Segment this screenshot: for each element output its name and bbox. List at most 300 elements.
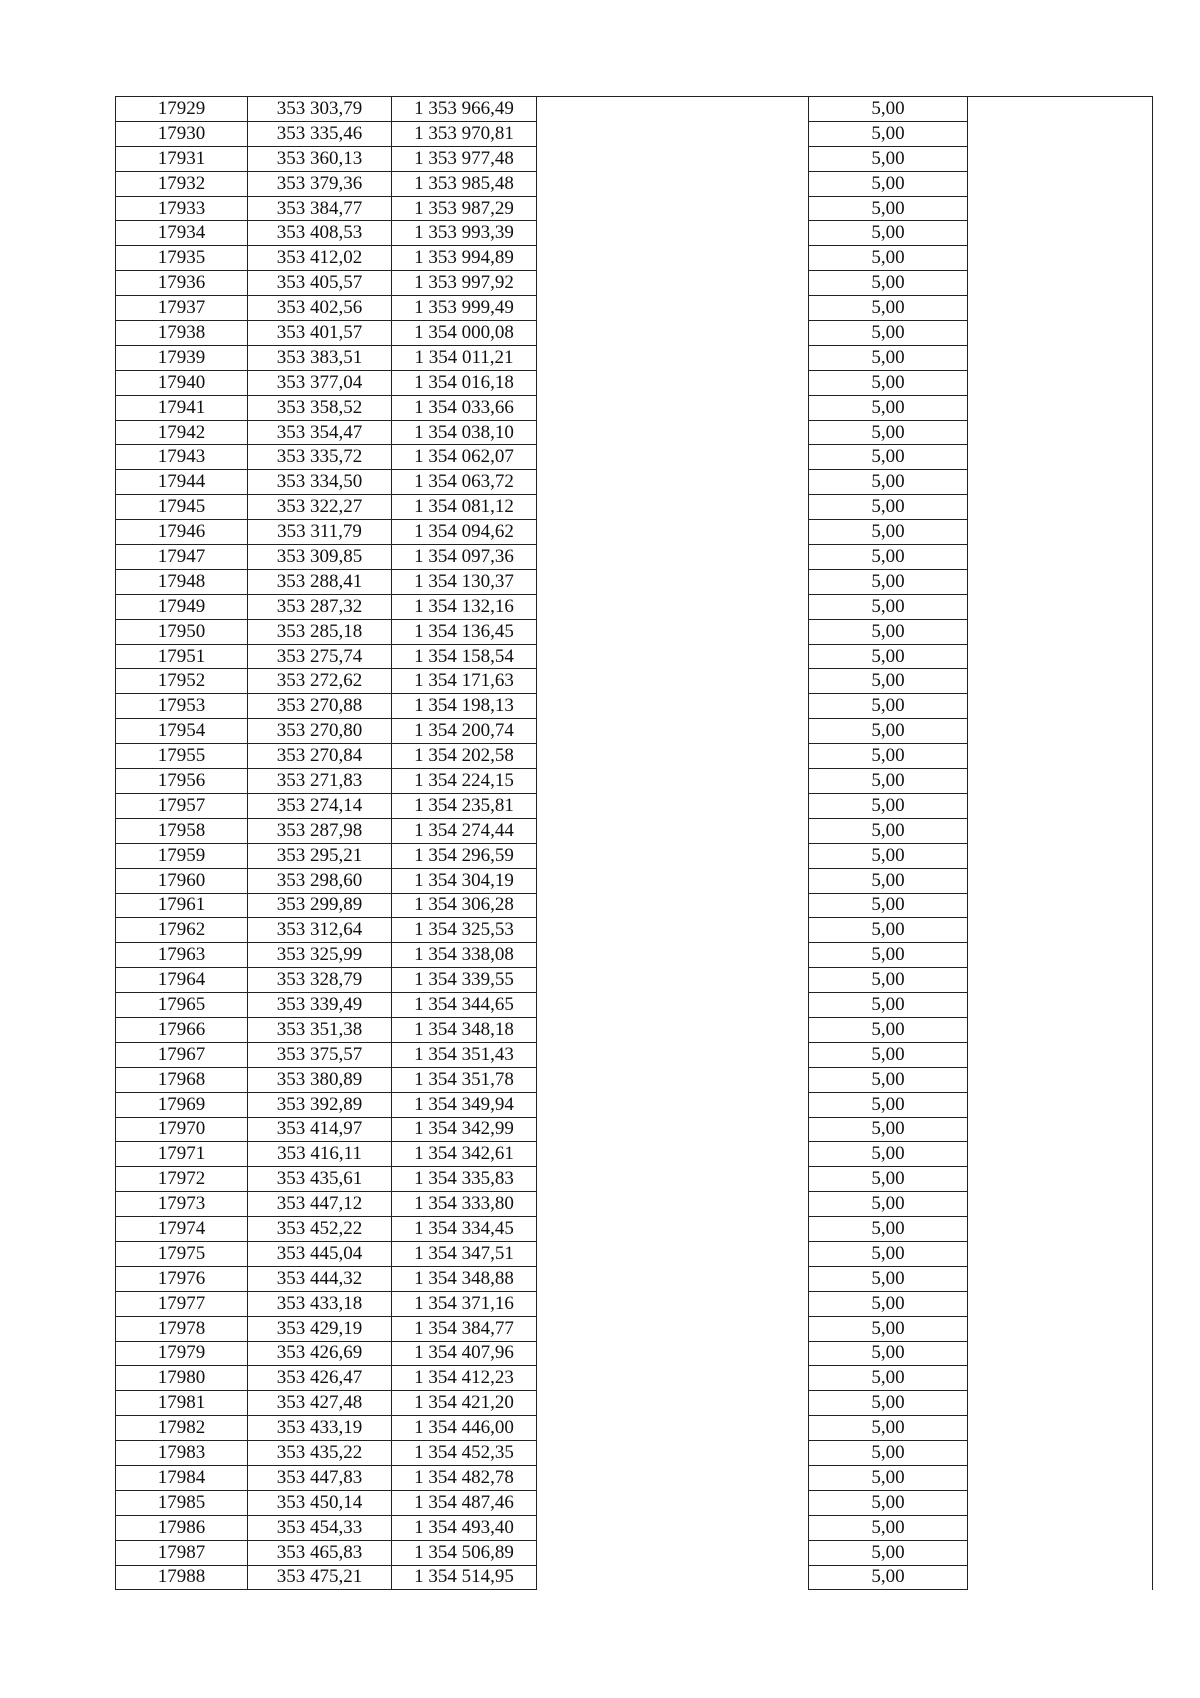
value-cell: 5,00: [809, 296, 968, 321]
value-cell: 5,00: [809, 569, 968, 594]
table-row: [116, 171, 1153, 196]
x-coordinate-cell: 353 426,47: [248, 1366, 392, 1391]
empty-cell: [537, 918, 809, 943]
x-coordinate-cell: 353 392,89: [248, 1092, 392, 1117]
y-coordinate-cell: 1 354 333,80: [392, 1192, 537, 1217]
empty-cell: [968, 1416, 1153, 1441]
empty-cell: [968, 594, 1153, 619]
table-row: [116, 843, 1153, 868]
empty-cell: [537, 1316, 809, 1341]
empty-cell: [537, 1515, 809, 1540]
value-cell: 5,00: [809, 594, 968, 619]
empty-cell: [968, 1565, 1153, 1590]
empty-cell: [968, 619, 1153, 644]
value-cell: 5,00: [809, 345, 968, 370]
point-number-cell: 17974: [116, 1217, 248, 1242]
empty-cell: [537, 669, 809, 694]
y-coordinate-cell: 1 354 224,15: [392, 769, 537, 794]
empty-cell: [968, 121, 1153, 146]
empty-cell: [537, 644, 809, 669]
x-coordinate-cell: 353 433,18: [248, 1291, 392, 1316]
point-number-cell: 17983: [116, 1441, 248, 1466]
table-row: [116, 1316, 1153, 1341]
empty-cell: [968, 744, 1153, 769]
table-row: [116, 1217, 1153, 1242]
x-coordinate-cell: 353 360,13: [248, 146, 392, 171]
value-cell: 5,00: [809, 1565, 968, 1590]
y-coordinate-cell: 1 354 325,53: [392, 918, 537, 943]
x-coordinate-cell: 353 274,14: [248, 793, 392, 818]
y-coordinate-cell: 1 354 171,63: [392, 669, 537, 694]
y-coordinate-cell: 1 354 000,08: [392, 321, 537, 346]
empty-cell: [968, 1391, 1153, 1416]
table-row: [116, 719, 1153, 744]
value-cell: 5,00: [809, 221, 968, 246]
empty-cell: [968, 1192, 1153, 1217]
empty-cell: [968, 694, 1153, 719]
x-coordinate-cell: 353 444,32: [248, 1266, 392, 1291]
value-cell: 5,00: [809, 470, 968, 495]
y-coordinate-cell: 1 354 351,78: [392, 1067, 537, 1092]
empty-cell: [968, 395, 1153, 420]
y-coordinate-cell: 1 354 063,72: [392, 470, 537, 495]
empty-cell: [968, 843, 1153, 868]
point-number-cell: 17943: [116, 445, 248, 470]
table-row: [116, 520, 1153, 545]
point-number-cell: 17946: [116, 520, 248, 545]
point-number-cell: 17979: [116, 1341, 248, 1366]
table-row: [116, 1540, 1153, 1565]
empty-cell: [537, 818, 809, 843]
empty-cell: [537, 719, 809, 744]
table-row: [116, 296, 1153, 321]
empty-cell: [968, 918, 1153, 943]
table-row: [116, 1416, 1153, 1441]
empty-cell: [537, 395, 809, 420]
point-number-cell: 17938: [116, 321, 248, 346]
x-coordinate-cell: 353 405,57: [248, 271, 392, 296]
table-row: [116, 121, 1153, 146]
point-number-cell: 17939: [116, 345, 248, 370]
value-cell: 5,00: [809, 818, 968, 843]
point-number-cell: 17964: [116, 968, 248, 993]
value-cell: 5,00: [809, 146, 968, 171]
value-cell: 5,00: [809, 843, 968, 868]
empty-cell: [537, 769, 809, 794]
table-row: [116, 97, 1153, 122]
empty-cell: [968, 793, 1153, 818]
empty-cell: [968, 420, 1153, 445]
empty-cell: [537, 868, 809, 893]
y-coordinate-cell: 1 354 452,35: [392, 1441, 537, 1466]
empty-cell: [537, 1341, 809, 1366]
table-row: [116, 918, 1153, 943]
empty-cell: [537, 1565, 809, 1590]
empty-cell: [968, 1217, 1153, 1242]
empty-cell: [537, 520, 809, 545]
point-number-cell: 17968: [116, 1067, 248, 1092]
y-coordinate-cell: 1 354 296,59: [392, 843, 537, 868]
empty-cell: [537, 744, 809, 769]
empty-cell: [537, 420, 809, 445]
point-number-cell: 17937: [116, 296, 248, 321]
y-coordinate-cell: 1 353 993,39: [392, 221, 537, 246]
y-coordinate-cell: 1 354 446,00: [392, 1416, 537, 1441]
point-number-cell: 17962: [116, 918, 248, 943]
y-coordinate-cell: 1 354 136,45: [392, 619, 537, 644]
y-coordinate-cell: 1 354 081,12: [392, 495, 537, 520]
value-cell: 5,00: [809, 271, 968, 296]
value-cell: 5,00: [809, 694, 968, 719]
table-row: [116, 694, 1153, 719]
empty-cell: [537, 893, 809, 918]
x-coordinate-cell: 353 309,85: [248, 545, 392, 570]
table-row: [116, 1092, 1153, 1117]
value-cell: 5,00: [809, 1540, 968, 1565]
value-cell: 5,00: [809, 1067, 968, 1092]
value-cell: 5,00: [809, 993, 968, 1018]
y-coordinate-cell: 1 354 016,18: [392, 370, 537, 395]
x-coordinate-cell: 353 447,83: [248, 1465, 392, 1490]
value-cell: 5,00: [809, 793, 968, 818]
y-coordinate-cell: 1 354 158,54: [392, 644, 537, 669]
empty-cell: [968, 1117, 1153, 1142]
x-coordinate-cell: 353 465,83: [248, 1540, 392, 1565]
point-number-cell: 17978: [116, 1316, 248, 1341]
empty-cell: [537, 1391, 809, 1416]
x-coordinate-cell: 353 270,80: [248, 719, 392, 744]
y-coordinate-cell: 1 354 132,16: [392, 594, 537, 619]
x-coordinate-cell: 353 427,48: [248, 1391, 392, 1416]
empty-cell: [968, 221, 1153, 246]
empty-cell: [968, 1167, 1153, 1192]
y-coordinate-cell: 1 354 235,81: [392, 793, 537, 818]
x-coordinate-cell: 353 328,79: [248, 968, 392, 993]
point-number-cell: 17988: [116, 1565, 248, 1590]
empty-cell: [968, 146, 1153, 171]
empty-cell: [968, 769, 1153, 794]
empty-cell: [537, 1192, 809, 1217]
table-row: [116, 370, 1153, 395]
value-cell: 5,00: [809, 943, 968, 968]
empty-cell: [968, 196, 1153, 221]
y-coordinate-cell: 1 354 384,77: [392, 1316, 537, 1341]
point-number-cell: 17982: [116, 1416, 248, 1441]
point-number-cell: 17942: [116, 420, 248, 445]
y-coordinate-cell: 1 354 482,78: [392, 1465, 537, 1490]
table-row: [116, 1366, 1153, 1391]
x-coordinate-cell: 353 270,84: [248, 744, 392, 769]
table-row: [116, 1067, 1153, 1092]
table-row: [116, 1341, 1153, 1366]
x-coordinate-cell: 353 379,36: [248, 171, 392, 196]
x-coordinate-cell: 353 426,69: [248, 1341, 392, 1366]
point-number-cell: 17963: [116, 943, 248, 968]
table-row: [116, 196, 1153, 221]
empty-cell: [968, 296, 1153, 321]
x-coordinate-cell: 353 452,22: [248, 1217, 392, 1242]
empty-cell: [537, 370, 809, 395]
empty-cell: [968, 993, 1153, 1018]
table-row: [116, 1391, 1153, 1416]
empty-cell: [537, 1092, 809, 1117]
value-cell: 5,00: [809, 1465, 968, 1490]
value-cell: 5,00: [809, 719, 968, 744]
table-row: [116, 1192, 1153, 1217]
value-cell: 5,00: [809, 1192, 968, 1217]
y-coordinate-cell: 1 354 338,08: [392, 943, 537, 968]
empty-cell: [968, 1241, 1153, 1266]
y-coordinate-cell: 1 354 506,89: [392, 1540, 537, 1565]
empty-cell: [537, 196, 809, 221]
empty-cell: [968, 345, 1153, 370]
x-coordinate-cell: 353 402,56: [248, 296, 392, 321]
x-coordinate-cell: 353 339,49: [248, 993, 392, 1018]
y-coordinate-cell: 1 354 335,83: [392, 1167, 537, 1192]
table-row: [116, 993, 1153, 1018]
value-cell: 5,00: [809, 545, 968, 570]
x-coordinate-cell: 353 358,52: [248, 395, 392, 420]
point-number-cell: 17981: [116, 1391, 248, 1416]
empty-cell: [968, 445, 1153, 470]
empty-cell: [968, 818, 1153, 843]
empty-cell: [968, 1540, 1153, 1565]
table-row: [116, 868, 1153, 893]
table-row: [116, 1042, 1153, 1067]
table-row: [116, 1465, 1153, 1490]
value-cell: 5,00: [809, 1217, 968, 1242]
empty-cell: [968, 470, 1153, 495]
y-coordinate-cell: 1 354 274,44: [392, 818, 537, 843]
x-coordinate-cell: 353 334,50: [248, 470, 392, 495]
y-coordinate-cell: 1 354 094,62: [392, 520, 537, 545]
table-row: [116, 644, 1153, 669]
table-row: [116, 246, 1153, 271]
empty-cell: [968, 171, 1153, 196]
value-cell: 5,00: [809, 1391, 968, 1416]
empty-cell: [537, 1241, 809, 1266]
empty-cell: [968, 868, 1153, 893]
point-number-cell: 17957: [116, 793, 248, 818]
point-number-cell: 17961: [116, 893, 248, 918]
empty-cell: [537, 1416, 809, 1441]
value-cell: 5,00: [809, 1167, 968, 1192]
x-coordinate-cell: 353 351,38: [248, 1017, 392, 1042]
x-coordinate-cell: 353 475,21: [248, 1565, 392, 1590]
empty-cell: [537, 121, 809, 146]
value-cell: 5,00: [809, 1515, 968, 1540]
y-coordinate-cell: 1 354 202,58: [392, 744, 537, 769]
empty-cell: [968, 1067, 1153, 1092]
point-number-cell: 17948: [116, 569, 248, 594]
empty-cell: [968, 1291, 1153, 1316]
point-number-cell: 17972: [116, 1167, 248, 1192]
y-coordinate-cell: 1 354 349,94: [392, 1092, 537, 1117]
point-number-cell: 17956: [116, 769, 248, 794]
value-cell: 5,00: [809, 420, 968, 445]
table-row: [116, 395, 1153, 420]
empty-cell: [537, 1142, 809, 1167]
point-number-cell: 17949: [116, 594, 248, 619]
table-row: [116, 594, 1153, 619]
y-coordinate-cell: 1 354 033,66: [392, 395, 537, 420]
table-row: [116, 1117, 1153, 1142]
value-cell: 5,00: [809, 1042, 968, 1067]
value-cell: 5,00: [809, 121, 968, 146]
value-cell: 5,00: [809, 918, 968, 943]
empty-cell: [968, 1515, 1153, 1540]
y-coordinate-cell: 1 353 966,49: [392, 97, 537, 122]
value-cell: 5,00: [809, 1142, 968, 1167]
point-number-cell: 17934: [116, 221, 248, 246]
y-coordinate-cell: 1 354 348,88: [392, 1266, 537, 1291]
point-number-cell: 17966: [116, 1017, 248, 1042]
empty-cell: [537, 545, 809, 570]
coordinates-table: [115, 96, 1153, 1590]
point-number-cell: 17944: [116, 470, 248, 495]
empty-cell: [968, 1366, 1153, 1391]
table-row: [116, 1565, 1153, 1590]
empty-cell: [537, 321, 809, 346]
y-coordinate-cell: 1 354 038,10: [392, 420, 537, 445]
x-coordinate-cell: 353 295,21: [248, 843, 392, 868]
point-number-cell: 17951: [116, 644, 248, 669]
table-row: [116, 1266, 1153, 1291]
value-cell: 5,00: [809, 1017, 968, 1042]
value-cell: 5,00: [809, 868, 968, 893]
table-row: [116, 619, 1153, 644]
empty-cell: [968, 1266, 1153, 1291]
empty-cell: [968, 719, 1153, 744]
x-coordinate-cell: 353 271,83: [248, 769, 392, 794]
x-coordinate-cell: 353 380,89: [248, 1067, 392, 1092]
x-coordinate-cell: 353 401,57: [248, 321, 392, 346]
y-coordinate-cell: 1 354 421,20: [392, 1391, 537, 1416]
value-cell: 5,00: [809, 968, 968, 993]
y-coordinate-cell: 1 353 985,48: [392, 171, 537, 196]
y-coordinate-cell: 1 354 371,16: [392, 1291, 537, 1316]
x-coordinate-cell: 353 435,22: [248, 1441, 392, 1466]
empty-cell: [968, 1092, 1153, 1117]
y-coordinate-cell: 1 354 351,43: [392, 1042, 537, 1067]
point-number-cell: 17973: [116, 1192, 248, 1217]
empty-cell: [968, 321, 1153, 346]
y-coordinate-cell: 1 354 198,13: [392, 694, 537, 719]
empty-cell: [968, 943, 1153, 968]
point-number-cell: 17941: [116, 395, 248, 420]
y-coordinate-cell: 1 354 344,65: [392, 993, 537, 1018]
empty-cell: [537, 793, 809, 818]
table-row: [116, 1490, 1153, 1515]
value-cell: 5,00: [809, 395, 968, 420]
table-row: [116, 345, 1153, 370]
point-number-cell: 17977: [116, 1291, 248, 1316]
empty-cell: [968, 669, 1153, 694]
empty-cell: [537, 146, 809, 171]
x-coordinate-cell: 353 416,11: [248, 1142, 392, 1167]
y-coordinate-cell: 1 354 334,45: [392, 1217, 537, 1242]
empty-cell: [537, 594, 809, 619]
y-coordinate-cell: 1 353 977,48: [392, 146, 537, 171]
value-cell: 5,00: [809, 171, 968, 196]
x-coordinate-cell: 353 312,64: [248, 918, 392, 943]
empty-cell: [968, 1441, 1153, 1466]
y-coordinate-cell: 1 354 306,28: [392, 893, 537, 918]
value-cell: 5,00: [809, 97, 968, 122]
point-number-cell: 17965: [116, 993, 248, 1018]
empty-cell: [968, 1465, 1153, 1490]
y-coordinate-cell: 1 353 999,49: [392, 296, 537, 321]
x-coordinate-cell: 353 412,02: [248, 246, 392, 271]
value-cell: 5,00: [809, 321, 968, 346]
empty-cell: [537, 470, 809, 495]
y-coordinate-cell: 1 354 342,99: [392, 1117, 537, 1142]
value-cell: 5,00: [809, 520, 968, 545]
empty-cell: [537, 345, 809, 370]
table-row: [116, 271, 1153, 296]
y-coordinate-cell: 1 353 970,81: [392, 121, 537, 146]
point-number-cell: 17952: [116, 669, 248, 694]
y-coordinate-cell: 1 354 514,95: [392, 1565, 537, 1590]
empty-cell: [537, 495, 809, 520]
x-coordinate-cell: 353 287,32: [248, 594, 392, 619]
point-number-cell: 17980: [116, 1366, 248, 1391]
x-coordinate-cell: 353 408,53: [248, 221, 392, 246]
y-coordinate-cell: 1 353 987,29: [392, 196, 537, 221]
empty-cell: [537, 271, 809, 296]
table-row: [116, 470, 1153, 495]
empty-cell: [968, 644, 1153, 669]
value-cell: 5,00: [809, 246, 968, 271]
x-coordinate-cell: 353 322,27: [248, 495, 392, 520]
empty-cell: [537, 993, 809, 1018]
value-cell: 5,00: [809, 769, 968, 794]
point-number-cell: 17940: [116, 370, 248, 395]
y-coordinate-cell: 1 354 097,36: [392, 545, 537, 570]
x-coordinate-cell: 353 287,98: [248, 818, 392, 843]
empty-cell: [968, 370, 1153, 395]
point-number-cell: 17986: [116, 1515, 248, 1540]
table-row: [116, 1291, 1153, 1316]
table-row: [116, 943, 1153, 968]
value-cell: 5,00: [809, 1341, 968, 1366]
y-coordinate-cell: 1 354 130,37: [392, 569, 537, 594]
value-cell: 5,00: [809, 893, 968, 918]
y-coordinate-cell: 1 354 304,19: [392, 868, 537, 893]
x-coordinate-cell: 353 375,57: [248, 1042, 392, 1067]
empty-cell: [537, 445, 809, 470]
table-row: [116, 569, 1153, 594]
y-coordinate-cell: 1 354 347,51: [392, 1241, 537, 1266]
table-row: [116, 420, 1153, 445]
table-row: [116, 545, 1153, 570]
x-coordinate-cell: 353 433,19: [248, 1416, 392, 1441]
table-row: [116, 1017, 1153, 1042]
empty-cell: [537, 968, 809, 993]
x-coordinate-cell: 353 429,19: [248, 1316, 392, 1341]
value-cell: 5,00: [809, 644, 968, 669]
x-coordinate-cell: 353 325,99: [248, 943, 392, 968]
y-coordinate-cell: 1 354 200,74: [392, 719, 537, 744]
point-number-cell: 17935: [116, 246, 248, 271]
point-number-cell: 17932: [116, 171, 248, 196]
empty-cell: [537, 694, 809, 719]
empty-cell: [968, 495, 1153, 520]
empty-cell: [537, 1217, 809, 1242]
empty-cell: [537, 1366, 809, 1391]
y-coordinate-cell: 1 354 339,55: [392, 968, 537, 993]
x-coordinate-cell: 353 447,12: [248, 1192, 392, 1217]
